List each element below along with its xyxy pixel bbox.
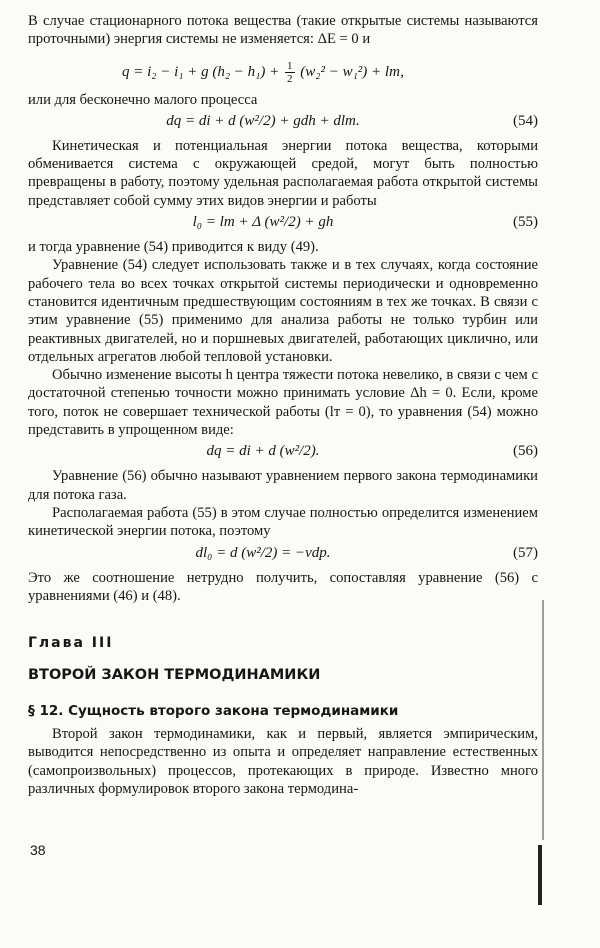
equation-55 [28,210,538,238]
equation-flow-left: q = i₂ − i₁ + g (h₂ − h₁) + [121,63,283,80]
equation-56-number: (56) [513,443,538,460]
paragraph-reduces-to-49: и тогда уравнение (54) приводится к виду (49). [28,239,319,256]
equation-54-number: (54) [513,112,538,129]
paragraph-infinitesimal: или для бесконечно малого процесса [28,91,258,108]
page-number: 38 [30,842,46,858]
chapter-title: ВТОРОЙ ЗАКОН ТЕРМОДИНАМИКИ [28,667,321,684]
paragraph-stationary-flow: В случае стационарного потока вещества (такие открытые системы называются проточными) энергия системы не изменяется: ΔE = 0 и [28,13,538,48]
paragraph-available-work: Располагаемая работа (55) в этом случае полностью определится изменением кинетической энергии потока, поэтому [28,504,538,540]
paragraph-height-change: Обычно изменение высоты h центра тяжести потока невелико, в связи с чем с достаточной степенью точности можно принимать условие Δh = 0. Если, кроме того, поток не совершает технической работы (lт = 0), то уравнения (54) можно представить в упрощенном виде: [28,367,538,439]
equation-flow-energy [28,49,538,91]
paragraph-second-law: Второй закон термодинамики, как и первый, является эмпирическим, выводится непосредственно из опыта и определяет направление естественных (самопроизвольных) процессов, протекающих в природе. Известно много различных формулировок второго закона термодина- [28,726,538,798]
section-heading: § 12. Сущность второго закона термодинамики [28,703,399,720]
equation-56-formula: dq = di + d (w²/2). [206,443,320,460]
equation-57-formula: dl₀ = d (w²/2) = −vdp. [195,544,331,561]
scan-edge-shadow [542,600,544,840]
fraction-denominator: 2 [287,72,293,85]
fraction-one-half [285,60,295,85]
equation-54-formula: dq = di + d (w²/2) + gdh + dlт. [166,112,360,129]
book-page [28,12,538,798]
fraction-numerator: 1 [287,59,293,72]
paragraph-equation-54-usage: Уравнение (54) следует использовать также и в тех случаях, когда состояние рабочего тела во всех точках открытой системы периодически и одновременно становится идентичным предшествующим состояниям в тех же точках. В связи с этим уравнение (55) применимо для анализа работы не только турбин или реактивных двигателей, но и поршневых двигателей, работающих циклично, или отдельных агрегатов любой тепловой установки. [28,257,538,365]
equation-57 [28,541,538,569]
equation-56 [28,439,538,467]
equation-flow-right: (w₂² − w₁²) + lт, [296,63,405,80]
scan-edge-mark [538,845,542,905]
chapter-label: Глава III [28,635,114,652]
paragraph-first-law-flow: Уравнение (56) обычно называют уравнением первого закона термодинамики для потока газа. [28,468,538,503]
equation-57-number: (57) [513,544,538,561]
equation-55-number: (55) [513,214,538,231]
paragraph-kinetic-potential: Кинетическая и потенциальная энергии потока вещества, которыми обменивается система с окружающей средой, могут быть полностью превращены в работу, поэтому удельная располагаемая работа открытой системы представляет собой сумму этих видов энергии и работы [28,137,538,209]
equation-54 [28,109,538,137]
equation-55-formula: l₀ = lт + Δ (w²/2) + gh [192,214,334,231]
paragraph-same-relation: Это же соотношение нетрудно получить, сопоставляя уравнение (56) с уравнениями (46) и (48). [28,569,538,604]
